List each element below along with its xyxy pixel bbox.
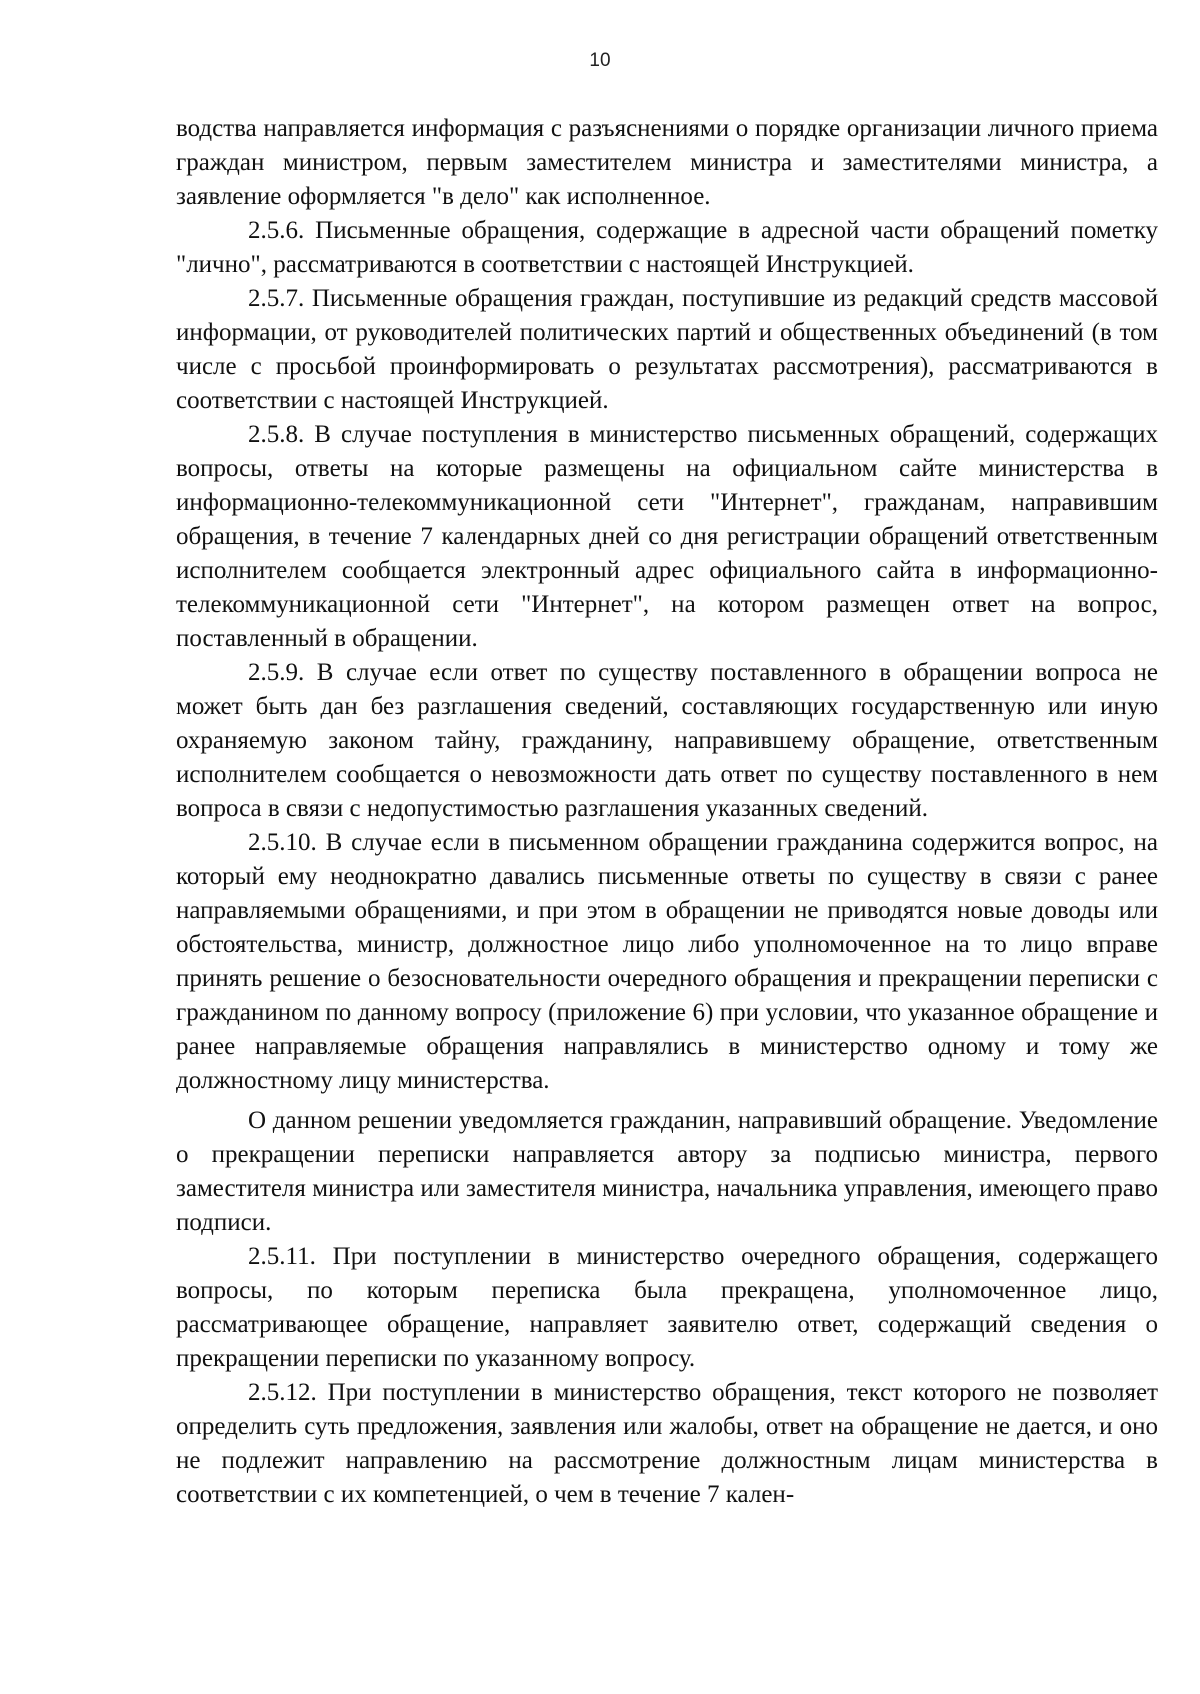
page-number: 10 bbox=[589, 50, 611, 71]
paragraph-continuation: водства направляется информация с разъяснениями о порядке организации личного приема граждан министром, первым заместителем министра и заместителями министра, а заявление оформляется "в дело" как исполненное. bbox=[176, 115, 1158, 210]
paragraph-2-5-11: 2.5.11. При поступлении в министерство очередного обращения, содержащего вопросы, по которым переписка была прекращена, уполномоченное лицо, рассматривающее обращение, направляет заявителю ответ, содержащий сведения о прекращении переписки по указанному вопросу. bbox=[176, 1243, 1158, 1372]
paragraph-2-5-9: 2.5.9. В случае если ответ по существу поставленного в обращении вопроса не может быть дан без разглашения сведений, составляющих государственную или иную охраняемую законом тайну, гражданину, направившему обращение, ответственным исполнителем сообщается о невозможности дать ответ по существу поставленного в нем вопроса в связи с недопустимостью разглашения указанных сведений. bbox=[176, 659, 1158, 822]
paragraph-2-5-10-notice: О данном решении уведомляется гражданин, направивший обращение. Уведомление о прекращении переписки направляется автору за подписью министра, первого заместителя министра или заместителя министра, начальника управления, имеющего право подписи. bbox=[176, 1107, 1158, 1236]
paragraph-2-5-6: 2.5.6. Письменные обращения, содержащие в адресной части обращений пометку "лично", рассматриваются в соответствии с настоящей Инструкцией. bbox=[176, 217, 1158, 278]
document-body bbox=[176, 112, 1158, 1512]
paragraph-2-5-10: 2.5.10. В случае если в письменном обращении гражданина содержится вопрос, на который ему неоднократно давались письменные ответы по существу в связи с ранее направляемыми обращениями, и при этом в обращении не приводятся новые доводы или обстоятельства, министр, должностное лицо либо уполномоченное на то лицо вправе принять решение о безосновательности очередного обращения и прекращении переписки с гражданином по данному вопросу (приложение 6) при условии, что указанное обращение и ранее направляемые обращения направлялись в министерство одному и тому же должностному лицу министерства. bbox=[176, 829, 1158, 1094]
paragraph-2-5-12: 2.5.12. При поступлении в министерство обращения, текст которого не позволяет определить суть предложения, заявления или жалобы, ответ на обращение не дается, и оно не подлежит направлению на рассмотрение должностным лицам министерства в соответствии с их компетенцией, о чем в течение 7 кален- bbox=[176, 1379, 1158, 1508]
paragraph-2-5-8: 2.5.8. В случае поступления в министерство письменных обращений, содержащих вопросы, ответы на которые размещены на официальном сайте министерства в информационно-телекоммуникационной сети "Интернет", гражданам, направившим обращения, в течение 7 календарных дней со дня регистрации обращений ответственным исполнителем сообщается электронный адрес официального сайта в информационно-телекоммуникационной сети "Интернет", на котором размещен ответ на вопрос, поставленный в обращении. bbox=[176, 421, 1158, 652]
paragraph-2-5-7: 2.5.7. Письменные обращения граждан, поступившие из редакций средств массовой информации, от руководителей политических партий и общественных объединений (в том числе с просьбой проинформировать о результатах рассмотрения), рассматриваются в соответствии с настоящей Инструкцией. bbox=[176, 285, 1158, 414]
